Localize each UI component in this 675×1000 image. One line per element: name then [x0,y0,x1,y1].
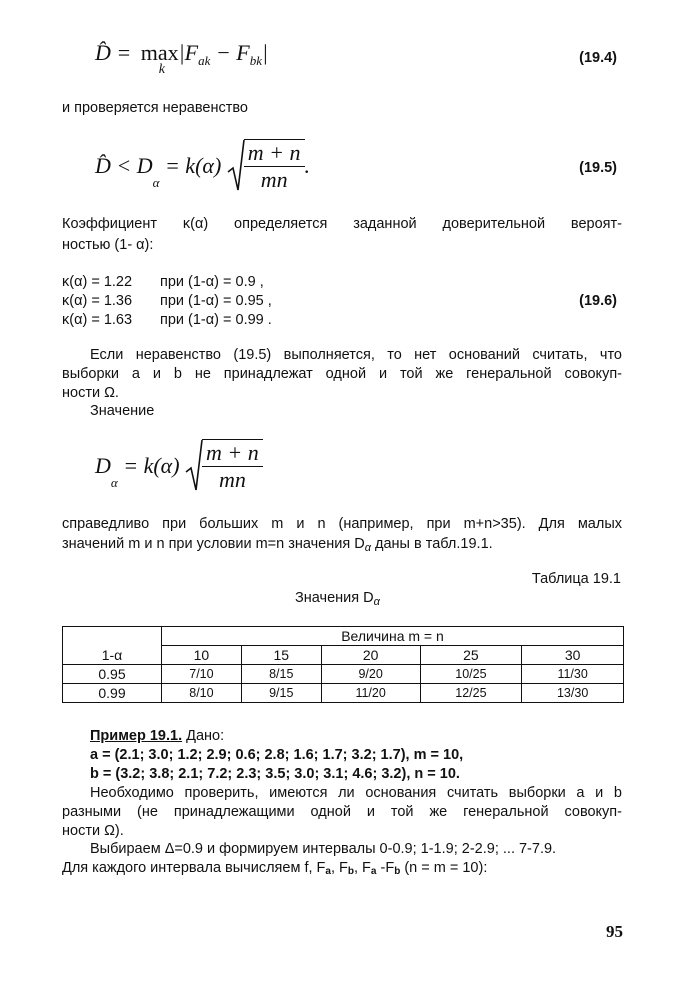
para-coeff-line2: ностью (1- α): [62,237,154,253]
equation-number-19-6: (19.6) [579,293,617,309]
para-need-line1: Необходимо проверить, имеются ли основания считать выборки a и b [90,785,622,801]
para-need-line3: ности Ω). [62,823,124,839]
equation-number-19-4: (19.4) [579,50,617,66]
k-value-row [62,274,264,290]
formula-d-alpha [95,438,263,494]
table-col-header: 20 [321,646,420,665]
fraction-numerator: m + n [202,440,263,467]
table-cell: 10/25 [420,665,522,684]
para-each [62,860,487,877]
para-each-text: Для каждого интервала вычисляем f, F [62,860,326,876]
formula-eq: = k(α) [117,453,180,478]
table-cell: 13/30 [522,684,624,703]
subscript-bk: bk [249,53,262,68]
subscript-a: a [325,866,331,877]
table-row-header: 1-α [63,627,162,665]
max-operator: max [140,40,179,65]
table-col-header: 15 [241,646,321,665]
table-cell: 11/30 [522,665,624,684]
formula-lhs: D̂ < D [95,153,153,178]
data-b: b = (3.2; 3.8; 2.1; 7.2; 2.3; 3.5; 3.0; 3.1; 4.6; 3.2), n = 10. [90,766,460,782]
table-row-label: 0.95 [63,665,162,684]
page-number: 95 [606,922,623,941]
subscript-alpha: α [373,596,380,608]
table-cell: 9/20 [321,665,420,684]
example-given: Дано: [182,728,225,744]
max-subscript: k [158,62,165,77]
table-col-header: 10 [162,646,242,665]
para-each-part: -F [376,860,395,876]
formula-19-4 [95,40,269,77]
sqrt-sign [227,138,245,194]
table-col-header: 25 [420,646,522,665]
k-condition: при (1-α) = 0.99 . [160,312,272,328]
example-title: Пример 19.1. [90,728,183,744]
para-need-line2: разными (не принадлежащими одной и той же генеральной совокуп- [62,804,622,820]
formula-dot: . [304,153,310,178]
table-row [63,684,624,703]
k-value-row [62,293,272,309]
formula-body: |F [178,40,199,65]
table-19-1 [62,626,624,703]
para-valid-line2 [62,536,493,554]
k-condition: при (1-α) = 0.9 , [160,274,264,290]
para-if-line1: Если неравенство (19.5) выполняется, то нет оснований считать, что [90,347,622,363]
fraction-denominator: mn [260,167,288,192]
para-each-part: , F [330,860,348,876]
k-condition: при (1-α) = 0.95 , [160,293,272,309]
table-cell: 11/20 [321,684,420,703]
formula-close: | [261,40,269,65]
table-cell: 9/15 [241,684,321,703]
subscript-ak: ak [198,53,211,68]
subscript-b: b [347,866,354,877]
table-col-header: 30 [522,646,624,665]
subscript-a: a [370,866,377,877]
subscript-alpha: α [152,175,160,191]
table-title [295,590,380,608]
para-valid-text: значений m и n при условии m=n значения D [62,536,365,552]
k-value: κ(α) = 1.36 [62,293,133,309]
value-label: Значение [90,403,155,419]
table-row-label: 0.99 [63,684,162,703]
formula-lhs: D [95,453,111,478]
data-a: a = (2.1; 3.0; 1.2; 2.9; 0.6; 2.8; 1.6; 1.7; 3.2; 1.7), m = 10, [90,747,464,763]
example-header [90,728,224,744]
para-choose: Выбираем Δ=0.9 и формируем интервалы 0-0.9; 1-1.9; 2-2.9; ... 7-7.9. [90,841,557,857]
para-valid-line1: справедливо при больших m и n (например, при m+n>35). Для малых [62,516,622,532]
k-value: κ(α) = 1.63 [62,312,133,328]
para-each-part: , F [354,860,371,876]
para-if-line3: ности Ω. [62,385,119,401]
sqrt-sign [185,438,203,494]
table-row [63,665,624,684]
table-group-header: Величина m = n [162,627,624,646]
sqrt [227,138,305,194]
fraction-denominator: mn [218,467,246,492]
k-value-row [62,312,272,328]
k-value: κ(α) = 1.22 [62,274,133,290]
equation-number-19-5: (19.5) [579,160,617,176]
formula-minus: − F [210,40,250,65]
sqrt [185,438,263,494]
para-if-line2: выборки a и b не принадлежат одной и той же генеральной совокуп- [62,366,622,382]
para-each-end: (n = m = 10): [400,860,488,876]
formula-eq: = k(α) [159,153,222,178]
subscript-alpha: α [110,475,118,491]
subscript-alpha: α [364,542,371,554]
formula-lhs: D̂ = [95,40,132,65]
table-cell: 8/15 [241,665,321,684]
table-title-text: Значения D [295,590,374,606]
table-cell: 7/10 [162,665,242,684]
para-coeff-line1: Коэффициент κ(α) определяется заданной доверительной вероят- [62,216,622,232]
fraction-numerator: m + n [244,140,305,167]
formula-19-5 [95,138,310,194]
table-cell: 8/10 [162,684,242,703]
text-check: и проверяется неравенство [62,100,248,116]
para-valid-end: даны в табл.19.1. [370,536,493,552]
table-cell: 12/25 [420,684,522,703]
subscript-b: b [394,866,401,877]
table-label: Таблица 19.1 [531,571,621,587]
